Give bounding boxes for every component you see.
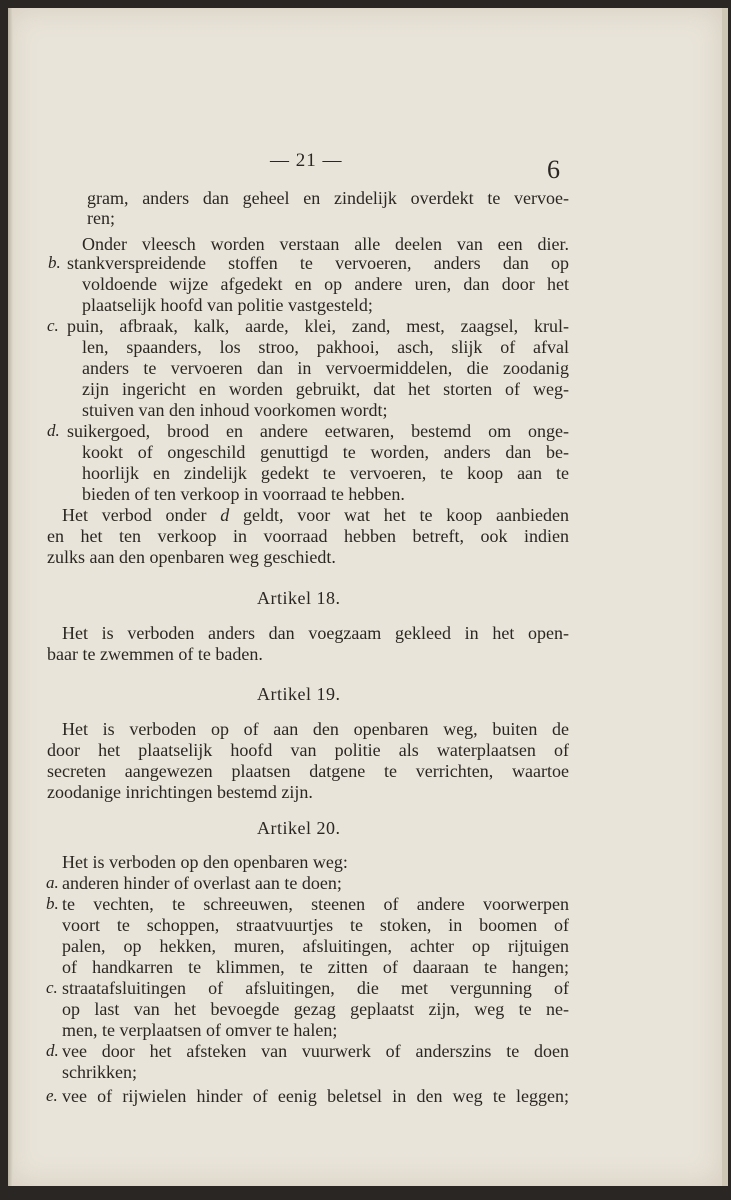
text-line: of handkarren te klimmen, te zitten of daaraan te hangen; [62,957,569,977]
page-number: — 21 — [270,150,343,171]
text-line: voldoende wijze afgedekt en op andere uren, dan door het [82,274,569,294]
list-marker: c. [47,316,59,335]
text-line: suikergoed, brood en andere eetwaren, bestemd om onge- [67,421,569,441]
list-marker: d. [46,1041,59,1060]
article-heading: Artikel 18. [257,588,341,608]
text-line: zulks aan den openbaren weg geschiedt. [47,547,336,567]
text-line: Het is verboden anders dan voegzaam gekleed in het open- [62,623,569,643]
text-line: Het is verboden op of aan den openbaren weg, buiten de [62,719,569,739]
text-line: gram, anders dan geheel en zindelijk overdekt te vervoe- [87,188,569,208]
list-marker: b. [48,253,61,272]
text-line: Het verbod onder d geldt, voor wat het te koop aanbieden [62,505,569,525]
text-line: en het ten verkoop in voorraad hebben betreft, ook indien [47,526,569,546]
list-marker: b. [46,894,59,913]
list-marker: c. [46,978,58,997]
list-marker: e. [46,1086,58,1105]
text-line: Onder vleesch worden verstaan alle deelen van een dier. [82,234,569,254]
text-line: op last van het bevoegde gezag geplaatst zijn, weg te ne- [62,999,569,1019]
text-line: vee door het afsteken van vuurwerk of anderszins te doen [62,1041,569,1061]
article-heading: Artikel 19. [257,684,341,704]
text-line: schrikken; [62,1062,137,1082]
text-line: secreten aangewezen plaatsen datgene te verrichten, waartoe [47,761,569,781]
text-line: ren; [87,208,115,228]
text-line: baar te zwemmen of te baden. [47,644,263,664]
text-line: vee of rijwielen hinder of eenig beletsel in den weg te leggen; [62,1086,569,1106]
article-heading: Artikel 20. [257,818,341,838]
text-line: zoodanige inrichtingen bestemd zijn. [47,782,313,802]
text-line: len, spaanders, los stroo, pakhooi, asch, slijk of afval [82,337,569,357]
page-spine-shadow [8,8,13,1186]
text-line: bieden of ten verkoop in voorraad te hebben. [82,484,405,504]
list-marker: d. [47,421,60,440]
text-line: plaatselijk hoofd van politie vastgesteld; [82,295,373,315]
text-line: stuiven van den inhoud voorkomen wordt; [82,400,388,420]
text-line: straatafsluitingen of afsluitingen, die met vergunning of [62,978,569,998]
text-line: Het is verboden op den openbaren weg: [62,852,348,872]
text-line: hoorlijk en zindelijk gedekt te vervoeren, te koop aan te [82,463,569,483]
text-line: puin, afbraak, kalk, aarde, klei, zand, mest, zaagsel, krul- [67,316,569,336]
text-line: kookt of ongeschild genuttigd te worden, anders dan be- [82,442,569,462]
text-line: door het plaatselijk hoofd van politie als waterplaatsen of [47,740,569,760]
text-line: te vechten, te schreeuwen, steenen of andere voorwerpen [62,894,569,914]
text-line: anders te vervoeren dan in vervoermiddelen, die zoodanig [82,358,569,378]
text-line: zijn ingericht en worden gebruikt, dat het storten of weg- [82,379,569,399]
text-line: voort te schoppen, straatvuurtjes te stoken, in boomen of [62,915,569,935]
sheet-number: 6 [547,155,560,184]
text-line: stankverspreidende stoffen te vervoeren, anders dan op [67,253,569,273]
text-line: men, te verplaatsen of omver te halen; [62,1020,338,1040]
list-marker: a. [46,873,59,892]
page-edge [722,8,728,1186]
text-line: palen, op hekken, muren, afsluitingen, achter op rijtuigen [62,936,569,956]
text-line: anderen hinder of overlast aan te doen; [62,873,342,893]
